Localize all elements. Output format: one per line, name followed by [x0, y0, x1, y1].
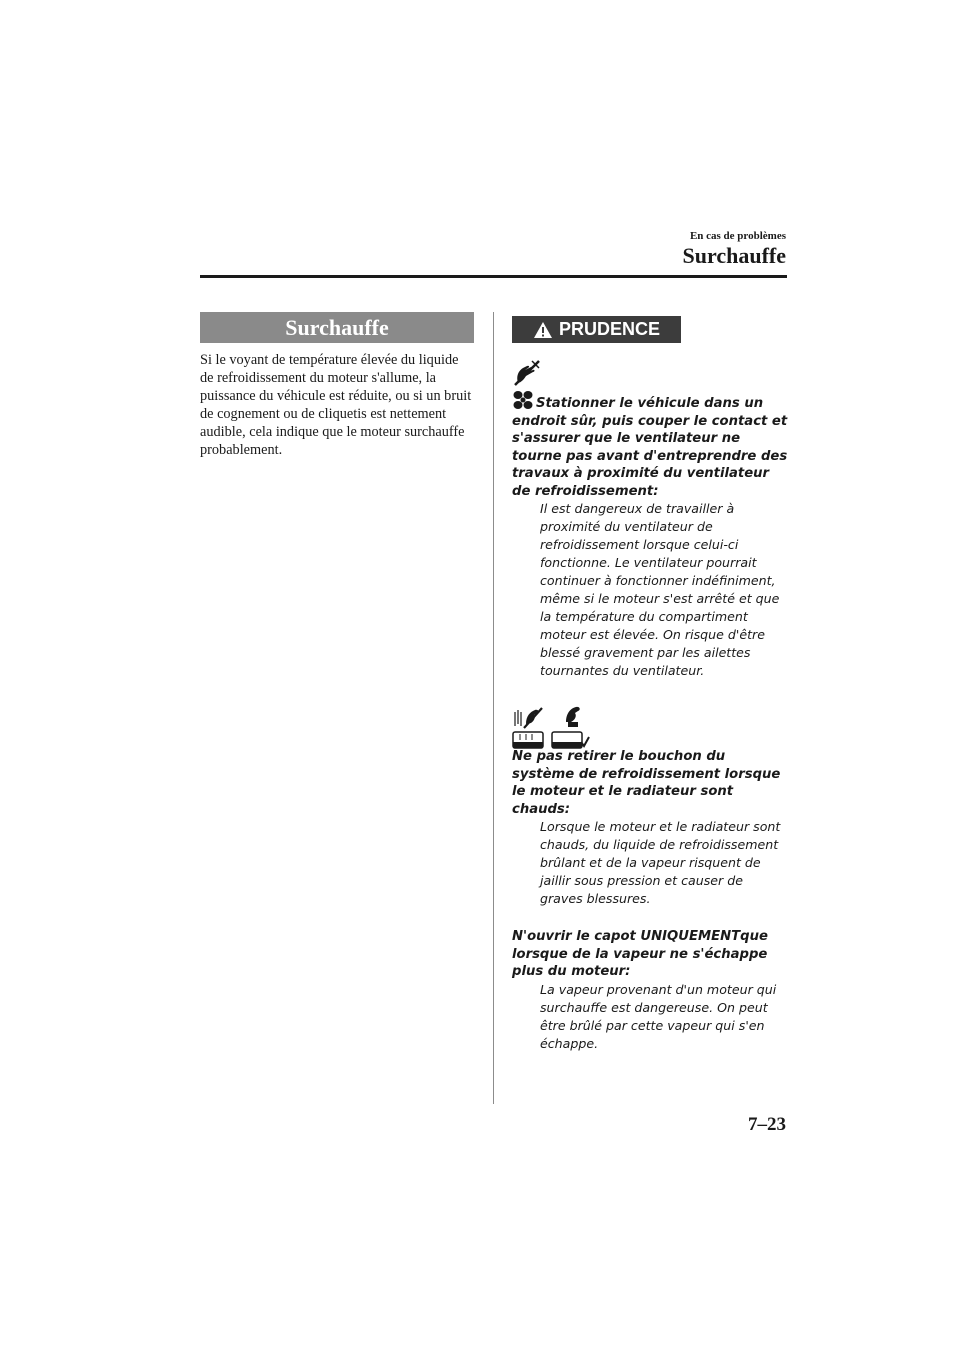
chapter-label: En cas de problèmes: [689, 230, 786, 242]
warning-block-fan: [512, 359, 788, 680]
warning-body: Lorsque le moteur et le radiateur sont chauds, du liquide de refroidissement brûlant et de la vapeur risquent de jaillir sous pression et causer de graves blessures.: [540, 819, 781, 906]
warning-heading: Ne pas retirer le bouchon du système de refroidissement lorsque le moteur et le radiateur sont chauds:: [512, 749, 781, 817]
warning-block-radiator-cap: [512, 704, 788, 908]
section-heading: Surchauffe: [200, 312, 474, 343]
warning-body: La vapeur provenant d'un moteur qui surchauffe est dangereuse. On peut être brûlé par cette vapeur qui s'en échappe.: [540, 981, 777, 1051]
warning-heading: [512, 389, 788, 500]
intro-paragraph: Si le voyant de température élevée du liquide de refroidissement du moteur s'allume, la puissance du véhicule est réduite, ou si un bruit de cognement ou de cliquetis est nettement audible, cela indique que le moteur surchauffe probablement.: [200, 352, 472, 458]
warning-block-hood: [512, 928, 788, 1053]
cool-radiator-cap-icon: [550, 704, 590, 750]
no-hand-fan-icon: [512, 359, 542, 387]
warning-triangle-icon: [533, 321, 553, 339]
warning-heading-text: Stationner le véhicule dans un endroit sûr, puis couper le contact et s'assurer que le ventilateur ne tourne pas avant d'entreprendre des travaux à proximité du ventilateur de refroidissement:: [512, 396, 788, 499]
page-number: 7–23: [748, 1114, 786, 1135]
warning-body: Il est dangereux de travailler à proximité du ventilateur de refroidissement lorsque celui-ci fonctionne. Le ventilateur pourrait continuer à fonctionner indéfiniment, même si le moteur s'est arrêté et que la température du compartiment moteur est élevée. On risque d'être blessé gravement par les ailettes tournantes du ventilateur.: [540, 501, 780, 678]
caution-label: PRUDENCE: [558, 319, 660, 339]
right-column: [512, 316, 788, 1053]
column-divider: [493, 312, 494, 1104]
header-rule: [200, 275, 787, 278]
fan-icon: [512, 389, 534, 411]
warning-icons: [512, 704, 788, 750]
running-title: Surchauffe: [682, 243, 786, 268]
hot-radiator-cap-icon: [512, 706, 544, 750]
caution-banner: [512, 316, 681, 343]
warning-heading: N'ouvrir le capot UNIQUEMENTque lorsque de la vapeur ne s'échappe plus du moteur:: [512, 929, 768, 979]
left-column: [200, 312, 474, 459]
